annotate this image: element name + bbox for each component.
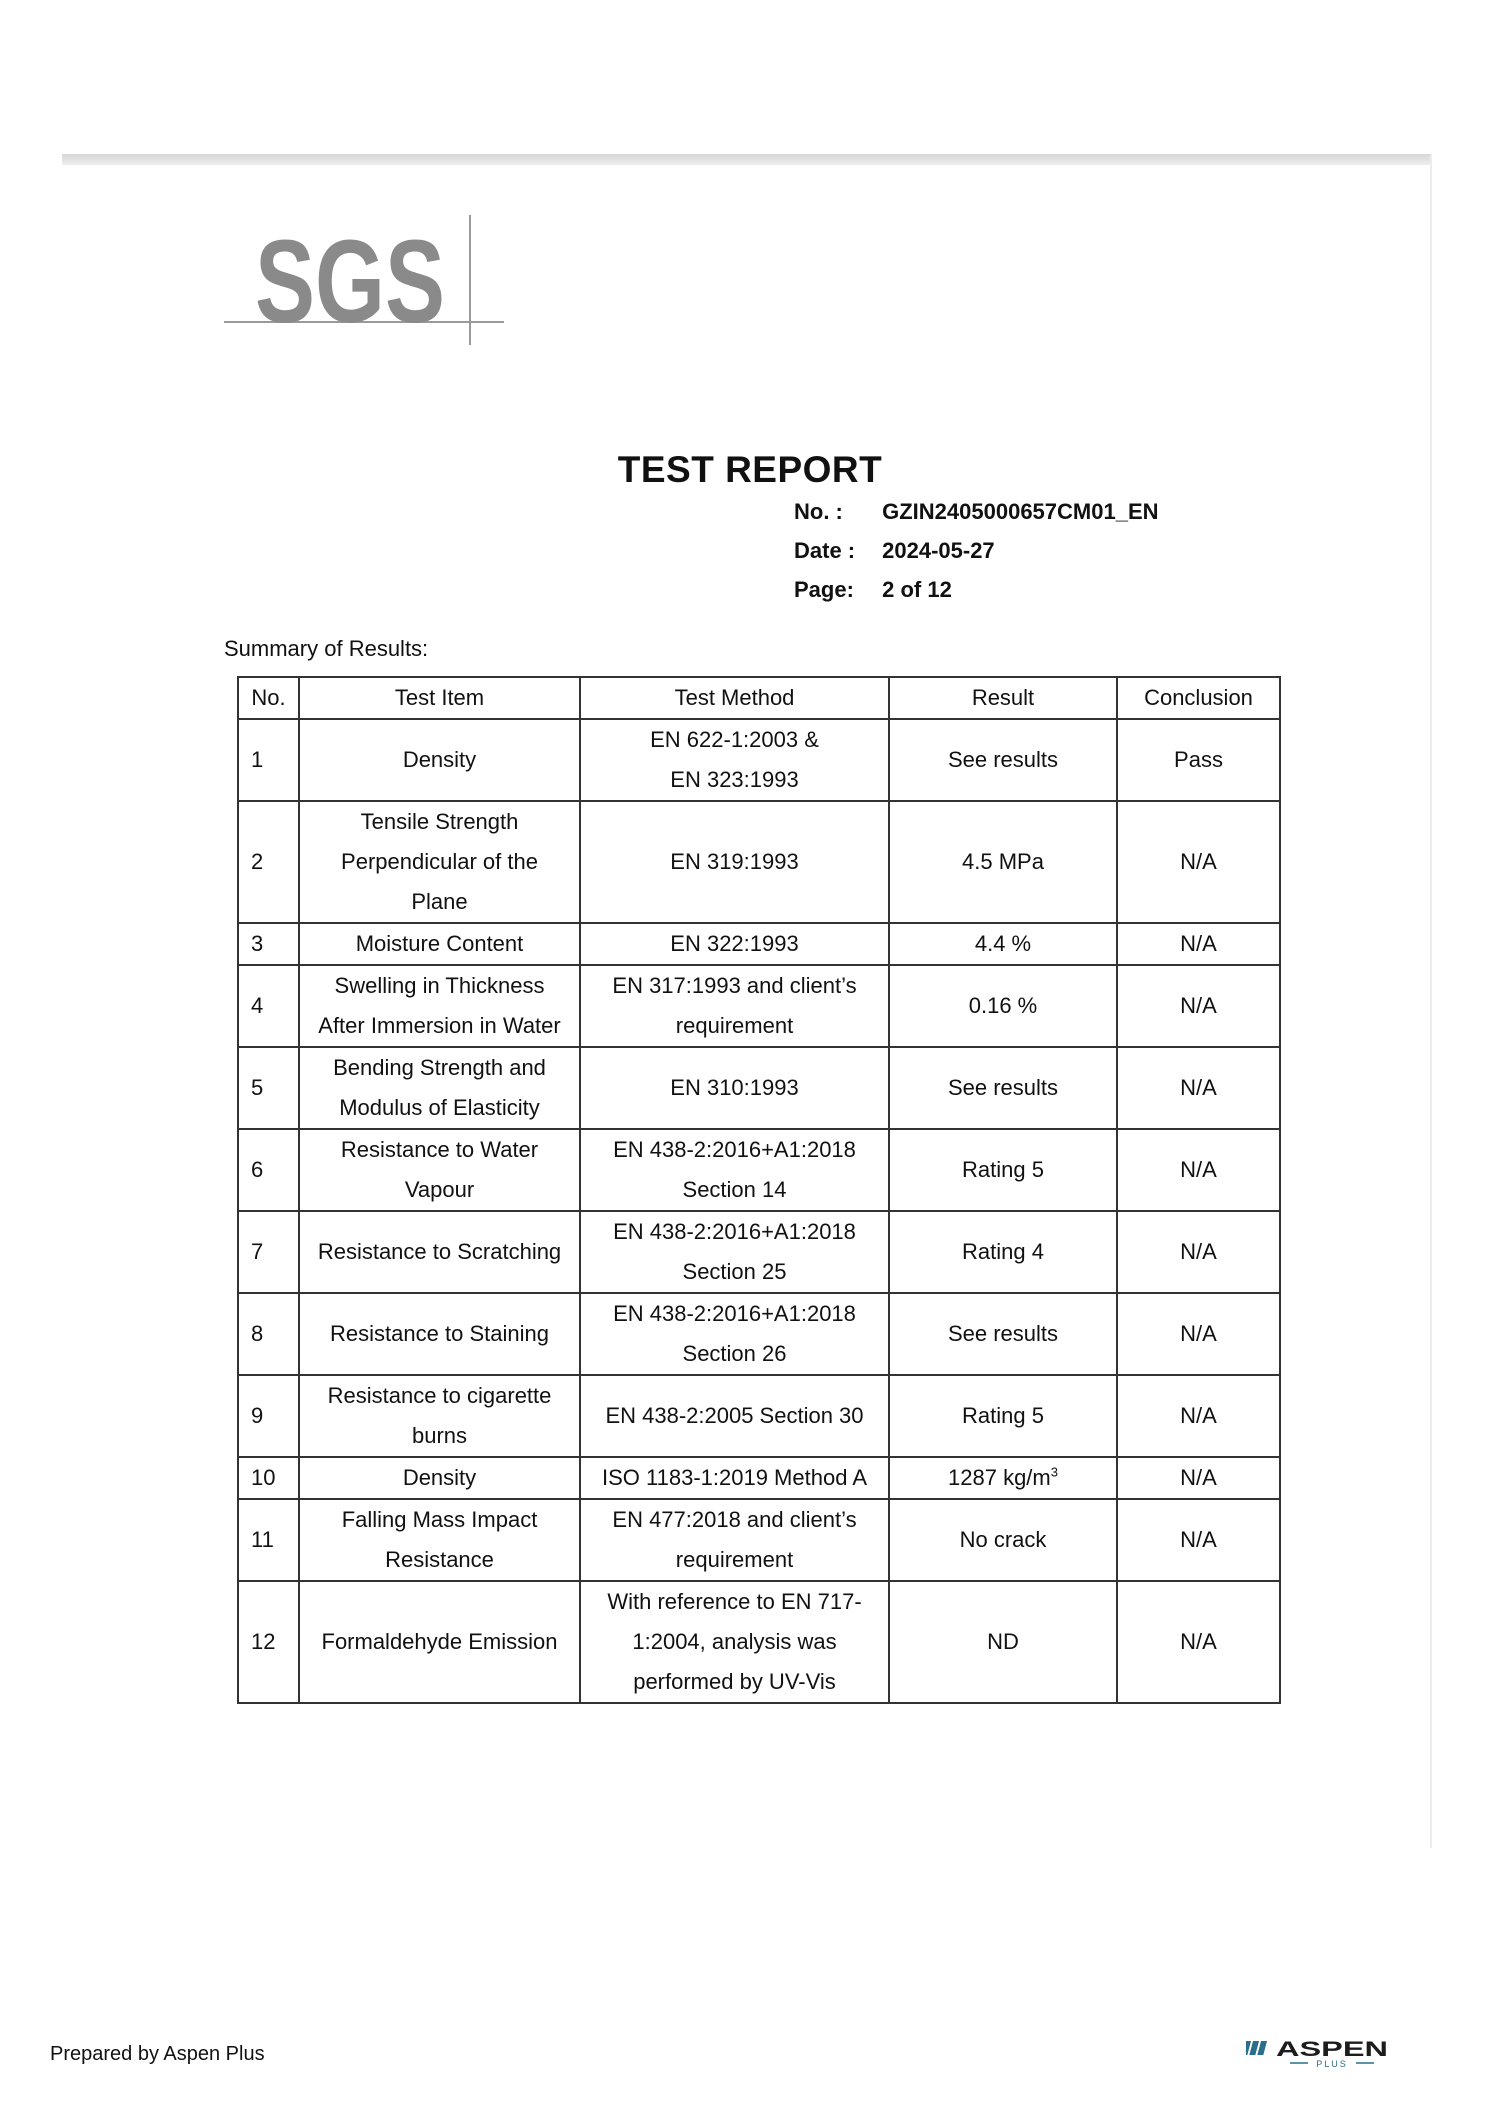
result-cell xyxy=(889,1581,1117,1703)
test-item-text: Resistance to cigarette xyxy=(327,1383,552,1408)
test-item-text: Resistance to Water xyxy=(340,1137,539,1162)
report-number xyxy=(794,497,1159,536)
scan-right-border xyxy=(1430,154,1432,1848)
table-row xyxy=(238,1499,1280,1581)
result-cell xyxy=(889,1375,1117,1457)
row-number-cell xyxy=(238,801,299,923)
test-item-text: Formaldehyde Emission xyxy=(321,1629,558,1654)
test-method-cell xyxy=(580,965,889,1047)
result-text: See results xyxy=(947,1321,1059,1346)
test-item-text: Density xyxy=(402,1465,477,1490)
table-row xyxy=(238,923,1280,965)
test-method-cell xyxy=(580,1047,889,1129)
result-cell xyxy=(889,1047,1117,1129)
conclusion-text: N/A xyxy=(1180,1629,1217,1654)
results-table-body xyxy=(238,719,1280,1703)
result-text: Rating 4 xyxy=(962,1239,1044,1264)
prepared-by-text: Prepared by Aspen Plus xyxy=(50,2043,265,2065)
result-text: 1287 kg/m xyxy=(948,1465,1051,1490)
test-item-cell xyxy=(299,1293,580,1375)
summary-heading: Summary of Results: xyxy=(224,636,429,661)
test-item-cell xyxy=(299,1457,580,1499)
test-item-text: Bending Strength and xyxy=(333,1055,546,1080)
column-header-conclusion: Conclusion xyxy=(1117,677,1280,719)
result-text: See results xyxy=(947,1075,1059,1100)
test-method-text: requirement xyxy=(675,1547,794,1572)
test-item-cell xyxy=(299,801,580,923)
result-cell xyxy=(889,1211,1117,1293)
row-number-cell xyxy=(238,965,299,1047)
test-method-cell xyxy=(580,1293,889,1375)
conclusion-cell xyxy=(1117,1457,1280,1499)
test-method-text: EN 622-1:2003 & xyxy=(650,727,819,752)
test-method-cell xyxy=(580,1129,889,1211)
conclusion-cell xyxy=(1117,965,1280,1047)
test-method-cell xyxy=(580,923,889,965)
conclusion-text: N/A xyxy=(1180,993,1217,1018)
row-number-text: 5 xyxy=(251,1075,264,1100)
conclusion-cell xyxy=(1117,1129,1280,1211)
result-cell xyxy=(889,719,1117,801)
table-row xyxy=(238,1581,1280,1703)
test-item-cell xyxy=(299,1211,580,1293)
conclusion-text: N/A xyxy=(1180,1527,1217,1552)
row-number-cell xyxy=(238,1499,299,1581)
column-header-no: No. xyxy=(238,677,299,719)
conclusion-cell xyxy=(1117,1211,1280,1293)
conclusion-text: N/A xyxy=(1180,849,1217,874)
meta-value: 2 of 12 xyxy=(882,577,952,602)
row-number-text: 2 xyxy=(251,849,264,874)
row-number-text: 11 xyxy=(251,1527,274,1552)
conclusion-cell xyxy=(1117,923,1280,965)
test-method-cell xyxy=(580,1457,889,1499)
unit-superscript: 3 xyxy=(1050,1464,1058,1480)
meta-value: GZIN2405000657CM01_EN xyxy=(882,499,1159,524)
test-item-text: Perpendicular of the xyxy=(341,849,538,874)
table-row xyxy=(238,1293,1280,1375)
result-cell xyxy=(889,965,1117,1047)
test-method-text: requirement xyxy=(675,1013,794,1038)
test-item-text: Modulus of Elasticity xyxy=(339,1095,540,1120)
test-method-text: EN 438-2:2016+A1:2018 xyxy=(613,1301,856,1326)
conclusion-text: N/A xyxy=(1180,1157,1217,1182)
test-item-text: Falling Mass Impact xyxy=(341,1507,538,1532)
conclusion-cell xyxy=(1117,719,1280,801)
test-item-text: Vapour xyxy=(404,1177,475,1202)
conclusion-text: N/A xyxy=(1180,1075,1217,1100)
test-method-text: EN 322:1993 xyxy=(670,931,799,956)
result-text: ND xyxy=(987,1629,1019,1654)
table-header-row xyxy=(238,677,1280,719)
test-method-cell xyxy=(580,1211,889,1293)
svg-text:ASPEN: ASPEN xyxy=(1276,2038,1388,2061)
test-method-text: EN 477:2018 and client’s xyxy=(612,1507,857,1532)
test-method-text: EN 319:1993 xyxy=(670,849,799,874)
result-text: No crack xyxy=(959,1527,1047,1552)
test-item-text: Moisture Content xyxy=(355,931,524,956)
conclusion-text: N/A xyxy=(1180,1465,1217,1490)
result-cell xyxy=(889,1129,1117,1211)
test-method-text: EN 438-2:2005 Section 30 xyxy=(605,1403,864,1428)
table-row xyxy=(238,801,1280,923)
conclusion-cell xyxy=(1117,1293,1280,1375)
result-text: 4.4 % xyxy=(974,931,1032,956)
test-method-cell xyxy=(580,719,889,801)
conclusion-cell xyxy=(1117,1499,1280,1581)
report-page xyxy=(794,575,1159,614)
row-number-text: 1 xyxy=(251,747,264,772)
test-method-text: EN 323:1993 xyxy=(670,767,799,792)
row-number-cell xyxy=(238,719,299,801)
test-item-text: Resistance to Staining xyxy=(330,1321,549,1346)
test-method-text: With reference to EN 717- xyxy=(607,1589,862,1614)
test-item-cell xyxy=(299,1047,580,1129)
row-number-cell xyxy=(238,923,299,965)
column-header-result: Result xyxy=(889,677,1117,719)
meta-label: No. : xyxy=(794,499,843,524)
test-method-text: Section 14 xyxy=(682,1177,787,1202)
table-row xyxy=(238,1129,1280,1211)
result-text: See results xyxy=(947,747,1059,772)
aspen-plus-logo xyxy=(1246,2030,1394,2070)
test-item-text: Density xyxy=(402,747,477,772)
test-method-text: 1:2004, analysis was xyxy=(632,1629,837,1654)
test-method-text: performed by UV-Vis xyxy=(633,1669,836,1694)
result-text: Rating 5 xyxy=(962,1403,1044,1428)
row-number-text: 4 xyxy=(251,993,264,1018)
table-row xyxy=(238,719,1280,801)
row-number-cell xyxy=(238,1293,299,1375)
row-number-cell xyxy=(238,1581,299,1703)
row-number-text: 3 xyxy=(251,931,264,956)
test-method-text: EN 317:1993 and client’s xyxy=(612,973,857,998)
test-method-cell xyxy=(580,801,889,923)
conclusion-text: N/A xyxy=(1180,1239,1217,1264)
result-text: 0.16 % xyxy=(968,993,1038,1018)
test-item-cell xyxy=(299,1375,580,1457)
test-item-cell xyxy=(299,1129,580,1211)
row-number-cell xyxy=(238,1211,299,1293)
result-cell xyxy=(889,923,1117,965)
sgs-logo xyxy=(224,210,504,345)
report-title: TEST REPORT xyxy=(617,449,883,490)
table-row xyxy=(238,1211,1280,1293)
test-method-cell xyxy=(580,1375,889,1457)
test-method-text: Section 26 xyxy=(682,1341,787,1366)
conclusion-text: N/A xyxy=(1180,931,1217,956)
row-number-text: 6 xyxy=(251,1157,264,1182)
test-item-text: Resistance xyxy=(385,1547,494,1572)
result-cell xyxy=(889,1457,1117,1499)
table-row xyxy=(238,1375,1280,1457)
row-number-text: 12 xyxy=(251,1629,276,1654)
row-number-text: 10 xyxy=(251,1465,276,1490)
result-text: Rating 5 xyxy=(962,1157,1044,1182)
result-cell xyxy=(889,1293,1117,1375)
svg-text:PLUS: PLUS xyxy=(1316,2059,1348,2069)
scan-top-border xyxy=(62,154,1430,165)
test-item-cell xyxy=(299,923,580,965)
conclusion-cell xyxy=(1117,1581,1280,1703)
conclusion-text: N/A xyxy=(1180,1321,1217,1346)
test-method-text: EN 310:1993 xyxy=(670,1075,799,1100)
test-method-text: EN 438-2:2016+A1:2018 xyxy=(613,1219,856,1244)
result-cell xyxy=(889,801,1117,923)
test-item-text: Tensile Strength xyxy=(360,809,519,834)
meta-label: Page: xyxy=(794,577,854,602)
meta-label: Date : xyxy=(794,538,856,563)
row-number-cell xyxy=(238,1457,299,1499)
result-cell xyxy=(889,1499,1117,1581)
test-method-text: EN 438-2:2016+A1:2018 xyxy=(613,1137,856,1162)
test-method-cell xyxy=(580,1581,889,1703)
test-item-text: Plane xyxy=(411,889,468,914)
conclusion-text: N/A xyxy=(1180,1403,1217,1428)
column-header-test-item: Test Item xyxy=(299,677,580,719)
table-row xyxy=(238,965,1280,1047)
conclusion-text: Pass xyxy=(1174,747,1223,772)
meta-value: 2024-05-27 xyxy=(882,538,995,563)
test-item-text: Swelling in Thickness xyxy=(334,973,545,998)
test-method-cell xyxy=(580,1499,889,1581)
row-number-text: 8 xyxy=(251,1321,264,1346)
result-text: 4.5 MPa xyxy=(962,849,1044,874)
test-item-text: Resistance to Scratching xyxy=(317,1239,562,1264)
table-row xyxy=(238,1047,1280,1129)
svg-text:SGS: SGS xyxy=(255,216,445,345)
row-number-text: 9 xyxy=(251,1403,264,1428)
results-table xyxy=(237,676,1281,1704)
test-item-cell xyxy=(299,1499,580,1581)
row-number-cell xyxy=(238,1047,299,1129)
column-header-test-method: Test Method xyxy=(580,677,889,719)
row-number-cell xyxy=(238,1375,299,1457)
test-item-text: burns xyxy=(411,1423,468,1448)
row-number-text: 7 xyxy=(251,1239,264,1264)
conclusion-cell xyxy=(1117,1375,1280,1457)
test-method-text: ISO 1183-1:2019 Method A xyxy=(602,1465,867,1490)
conclusion-cell xyxy=(1117,1047,1280,1129)
test-item-cell xyxy=(299,1581,580,1703)
conclusion-cell xyxy=(1117,801,1280,923)
test-item-cell xyxy=(299,719,580,801)
table-row xyxy=(238,1457,1280,1499)
test-method-text: Section 25 xyxy=(682,1259,787,1284)
report-meta xyxy=(794,497,1159,614)
report-date xyxy=(794,536,1159,575)
test-item-cell xyxy=(299,965,580,1047)
row-number-cell xyxy=(238,1129,299,1211)
test-item-text: After Immersion in Water xyxy=(318,1013,561,1038)
